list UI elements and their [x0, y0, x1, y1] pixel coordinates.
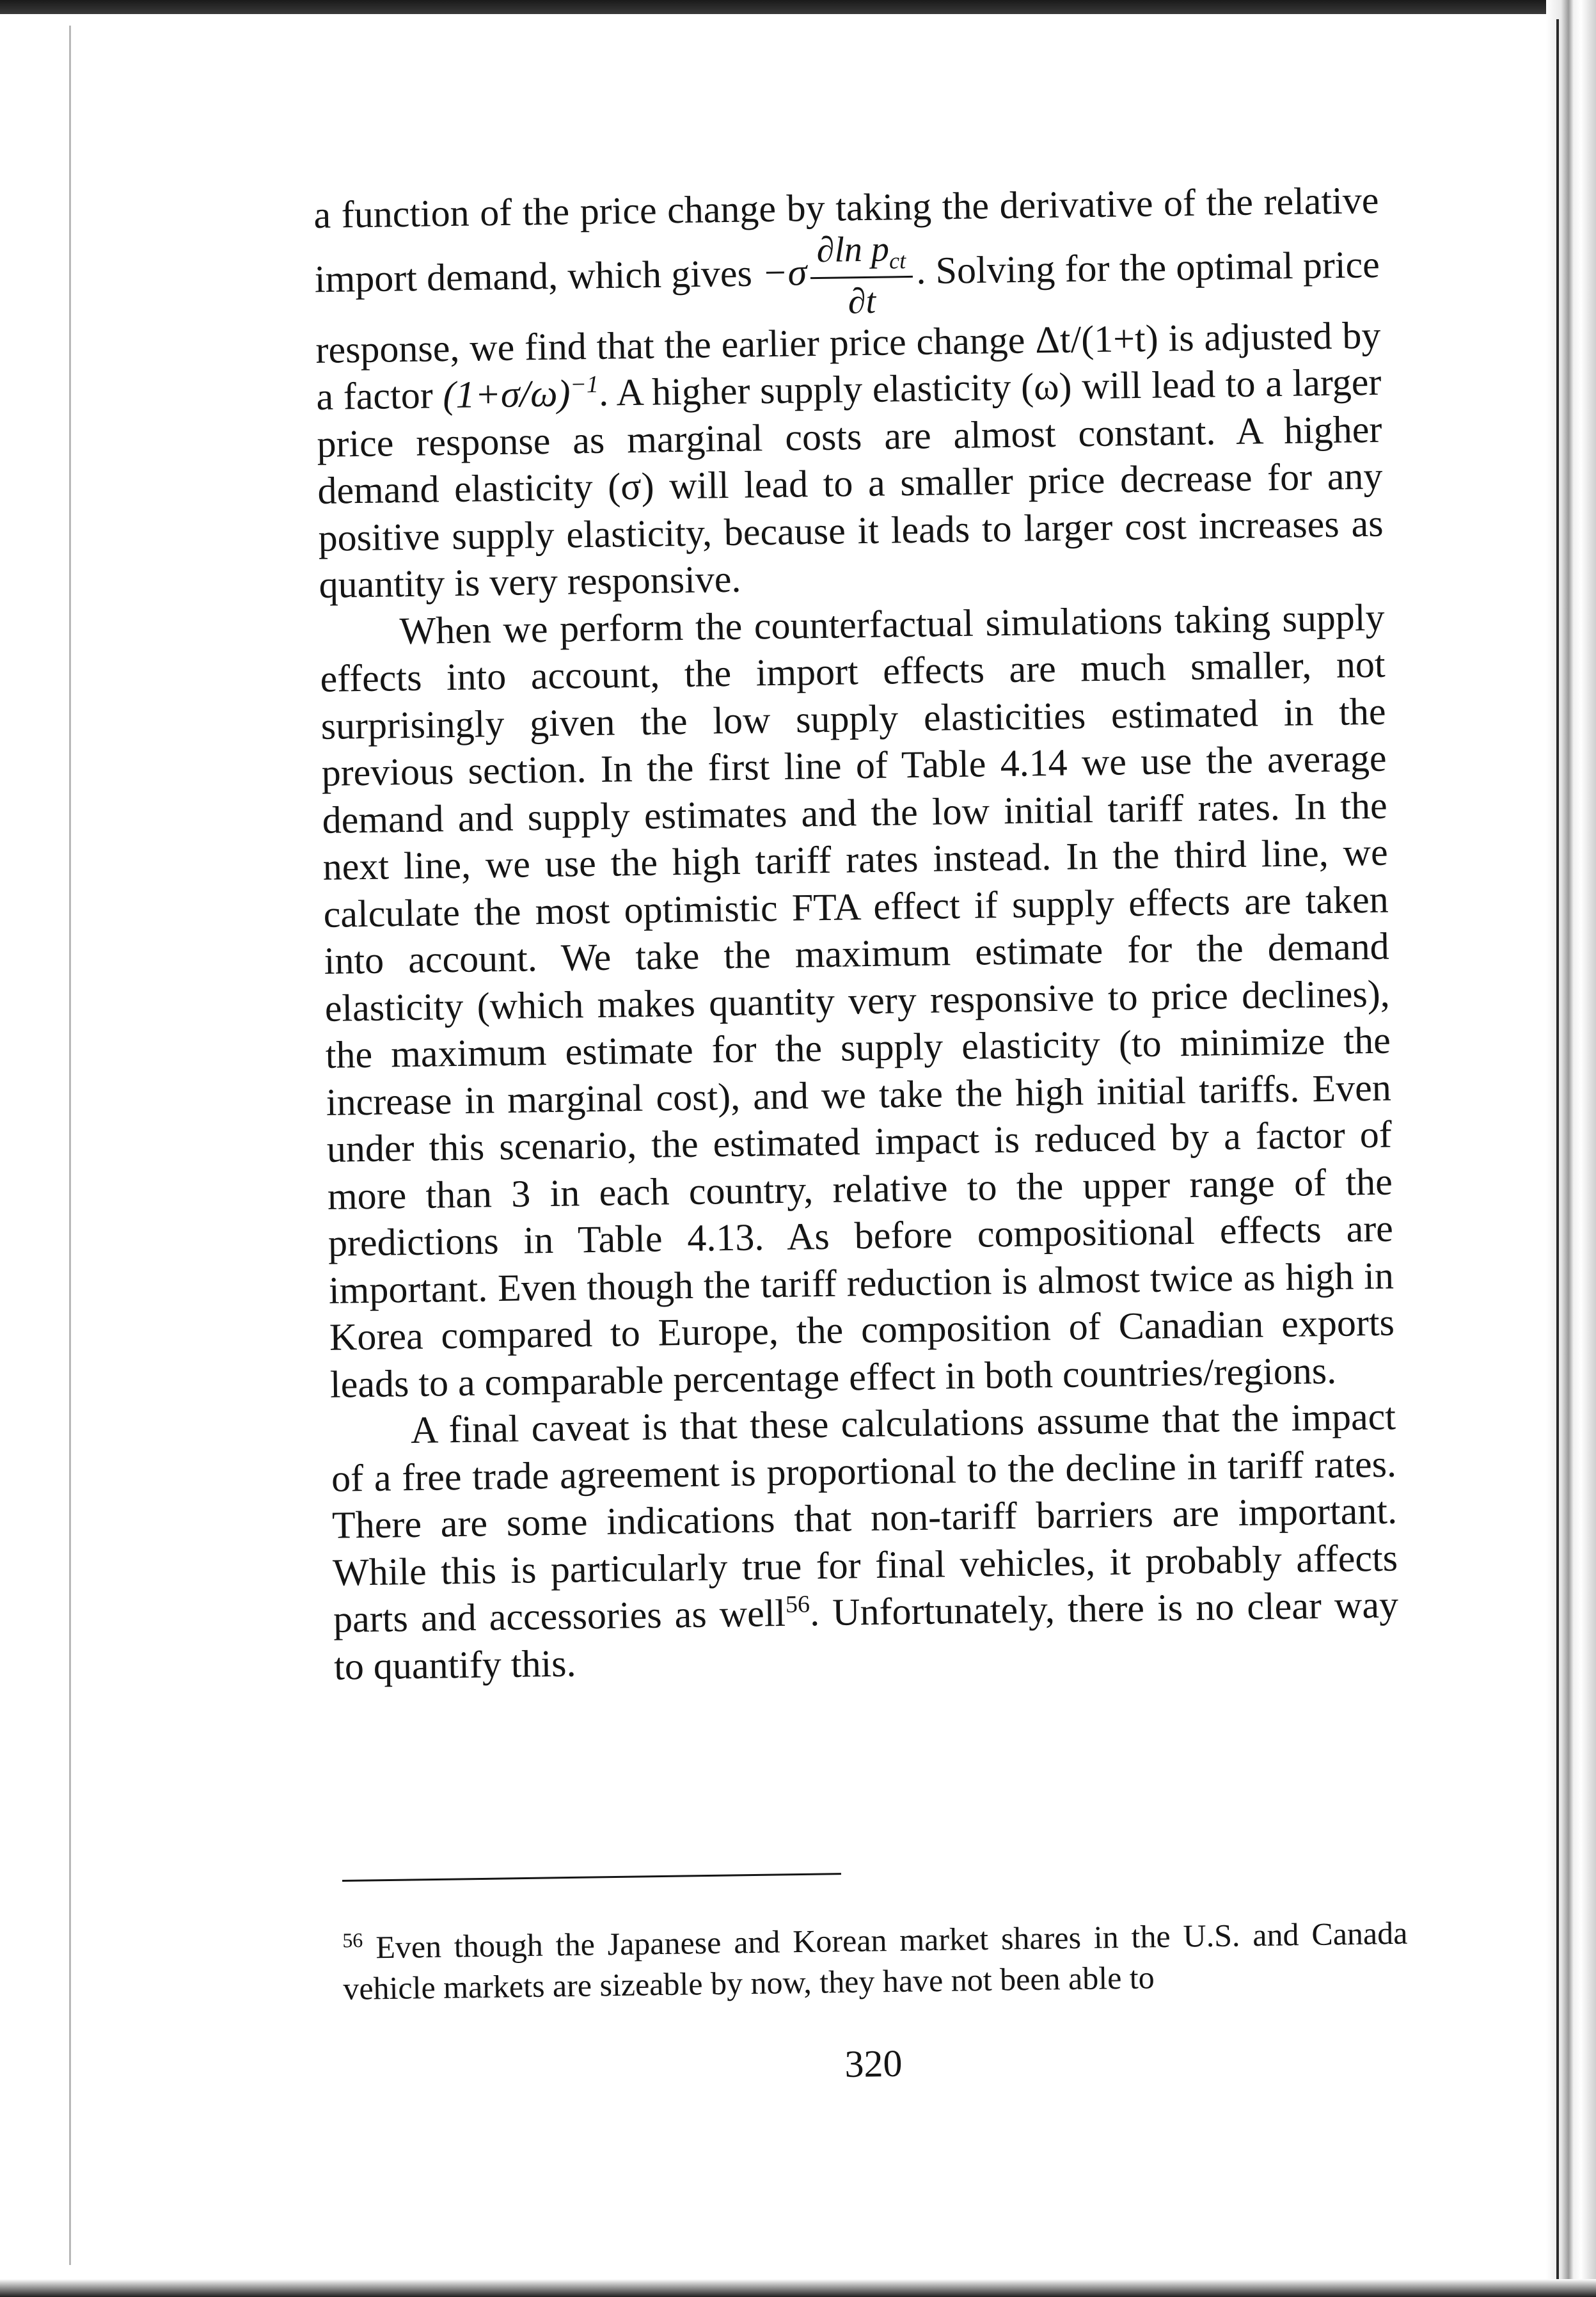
scan-edge-left [69, 26, 71, 2265]
page-number: 320 [844, 2042, 903, 2085]
scan-edge-top [0, 0, 1596, 14]
paragraph-2: When we perform the counterfactual simulations taking supply effects into account, the import effects are much smaller, not surprisingly given the low supply elasticities estimated in the previous section. In the first line of Table 4.14 we use the average demand and supply estimates and the low initial tariff rates. In the next line, we use the high tariff rates instead. In the third line, we calculate the most optimistic FTA effect if supply effects are taken into account. We take the maximum estimate for the demand elasticity (which makes quantity very responsive to price declines), the maximum estimate for the supply elasticity (to minimize the increase in marginal cost), and we take the high initial tariffs. Even under this scenario, the estimated impact is reduced by a factor of more than 3 in each country, relative to the upper range of the predictions in Table 4.13. As before compositional effects are important. Even though the tariff reduction is almost twice as high in Korea compared to Europe, the composition of Canadian exports leads to a comparable percentage effect in both countries/regions. [320, 596, 1395, 1406]
footnote-reference: 56 [785, 1591, 810, 1619]
scan-binding-line [1556, 19, 1559, 2284]
main-text [313, 177, 1400, 1690]
footnote [342, 1912, 1409, 2009]
adjustment-factor: $(1+\sigma/\omega)^{-1}$ [442, 370, 599, 417]
footnote-divider [342, 1873, 841, 1882]
derivative-formula: −σ $\frac{\partial\ln p_{ct}}{\partial t}$ [762, 250, 917, 294]
footnote-text: Even though the Japanese and Korean market shares in the U.S. and Canada vehicle markets are sizeable by now, they have not been able to [342, 1914, 1408, 2007]
formula-numerator: ∂ln $p_{ct}$ [816, 228, 906, 274]
formula-fraction [810, 228, 913, 322]
footnote-number: 56 [342, 1928, 363, 1952]
scan-edge-bottom [0, 2279, 1596, 2297]
formula-denominator: ∂t [810, 276, 913, 320]
paragraph-1: a function of the price change by taking the derivative of the relative import demand, which gives −σ $\frac{\partial\ln p_{ct}}{\partial t}$ . Solving for the optimal price response, we find that the earlier price change Δt/(1+t) is adjusted by a factor $(1+\sigma/\omega)^{-1}$. A higher supply elasticity (ω) will lead to a larger price response as marginal costs are almost constant. A higher demand elasticity (σ) will lead to a smaller price decrease for any positive supply elasticity, because it leads to larger cost increases as quantity is very responsive. [313, 179, 1384, 607]
paragraph-3: A final caveat is that these calculations assume that the impact of a free trade agreement is proportional to the decline in tariff rates. There are some indications that non-tariff barriers are important. While this is particularly true for final vehicles, it probably affects parts and accessories as well$^{56}$. Unfortunately, there is no clear way to quantify this. [331, 1395, 1399, 1688]
scan-edge-right [1546, 0, 1596, 2297]
